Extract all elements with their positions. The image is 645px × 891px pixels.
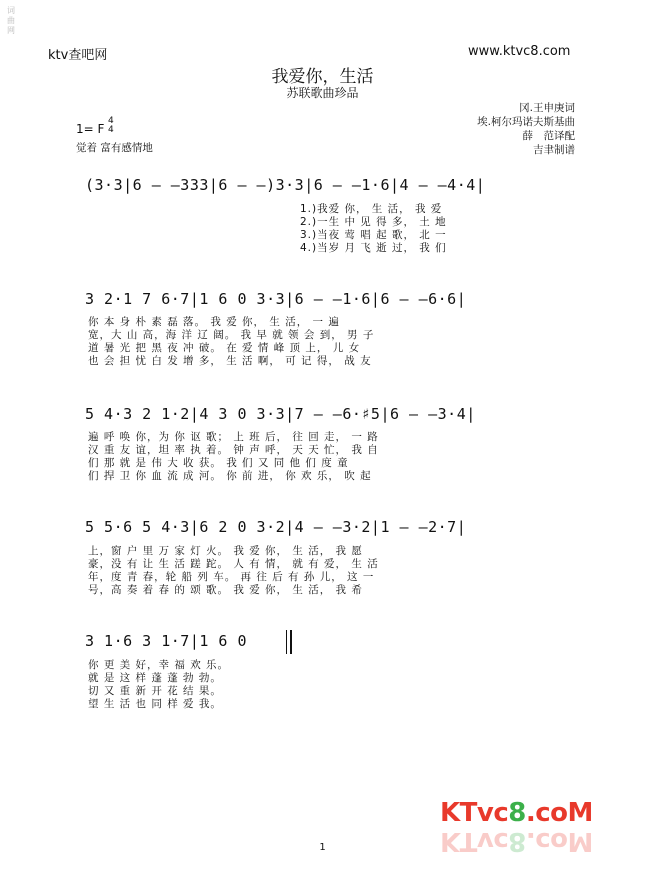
expression-mark: 觉着 富有感情地 [76, 142, 153, 154]
lyric-line: 3.)当夜 莺 唱 起 歌， 北 一 [300, 229, 447, 241]
lyric-line: 4.)当岁 月 飞 逝 过， 我 们 [300, 242, 447, 254]
lyric-line: 望 生 活 也 同 样 爱 我。 [88, 698, 222, 710]
page-number: 1 [319, 842, 326, 853]
time-sig-bottom: 4 [108, 125, 114, 135]
notation-credit: 吉聿制谱 [533, 144, 575, 156]
logo-text-b: 8 [508, 798, 526, 828]
lyric-line: 们 捍 卫 你 血 流 成 河。 你 前 进， 你 欢 乐， 吹 起 [88, 470, 372, 482]
score-line-2: 3 2·1 7 6·7|1 6 0 3·3|6 — —1·6|6 — —6·6| [85, 290, 467, 308]
ktvc8-logo [440, 798, 593, 828]
edge-watermark-left: 词曲网 [7, 6, 15, 35]
logo-text-a: KTvc [440, 798, 509, 828]
lyric-line: 上，窗 户 里 万 家 灯 火。 我 爱 你， 生 活， 我 愿 [88, 545, 363, 557]
end-barline-thick [290, 630, 292, 654]
end-barline-thin [286, 630, 287, 654]
lyric-line: 就 是 这 样 蓬 蓬 勃 勃。 [88, 672, 222, 684]
lyric-line: 们 那 就 是 伟 大 收 获。 我 们 又 同 他 们 度 童 [88, 457, 349, 469]
lyric-line: 宽，大 山 高，海 洋 辽 阔。 我 早 就 领 会 到， 男 子 [88, 329, 375, 341]
song-title: 我爱你，生活 [271, 67, 374, 87]
score-line-1: (3·3|6 — —333|6 — —)3·3|6 — —1·6|4 — —4·4| [85, 176, 486, 194]
lyric-line: 你 更 美 好，幸 福 欢 乐。 [88, 659, 230, 671]
lyric-line: 豪，没 有 让 生 活 蹉 跎。 人 有 情， 就 有 爱， 生 活 [88, 558, 379, 570]
song-subtitle: 苏联歌曲珍品 [286, 86, 359, 100]
lyric-line: 切 又 重 新 开 花 结 果。 [88, 685, 222, 697]
lyric-line: 道 暑 光 把 黑 夜 冲 破。 在 爱 情 峰 顶 上， 儿 女 [88, 342, 361, 354]
translator-credit: 薛 范译配 [522, 130, 575, 142]
score-line-5: 3 1·6 3 1·7|1 6 0 [85, 632, 248, 650]
time-sig-top: 4 [108, 116, 114, 126]
lyric-line: 汉 重 友 谊，坦 率 执 着。 钟 声 呼， 天 天 忙， 我 自 [88, 444, 379, 456]
lyric-line: 2.)一生 中 见 得 多， 土 地 [300, 216, 447, 228]
ktvc8-logo-reflection: KTvc8.coM [440, 826, 593, 856]
composer-credit: 埃.柯尔玛诺夫斯基曲 [477, 116, 575, 128]
lyric-line: 也 会 担 忧 白 发 增 多， 生 活 啊， 可 记 得， 战 友 [88, 355, 372, 367]
lyric-line: 你 本 身 朴 素 磊 落。 我 爱 你， 生 活， 一 遍 [88, 316, 340, 328]
site-name-left: ktv查吧网 [48, 48, 108, 63]
lyric-line: 年，度 青 春，轮 船 列 车。 再 往 后 有 孙 儿， 这 一 [88, 571, 375, 583]
key-signature: 1= F [76, 122, 105, 136]
logo-text-c: .coM [525, 798, 593, 828]
lyric-line: 1.)我爱 你， 生 活， 我 爱 [300, 203, 443, 215]
lyricist-credit: 冈.王申庚词 [519, 102, 575, 114]
lyric-line: 号，高 奏 着 春 的 颂 歌。 我 爱 你， 生 活， 我 希 [88, 584, 363, 596]
score-line-4: 5 5·6 5 4·3|6 2 0 3·2|4 — —3·2|1 — —2·7| [85, 518, 467, 536]
score-line-3: 5 4·3 2 1·2|4 3 0 3·3|7 — —6·♯5|6 — —3·4| [85, 405, 476, 423]
time-signature [108, 117, 114, 135]
site-url-right: www.ktvc8.com [468, 44, 571, 59]
lyric-line: 遍 呼 唤 你，为 你 讴 歌； 上 班 后， 往 回 走， 一 路 [88, 431, 379, 443]
